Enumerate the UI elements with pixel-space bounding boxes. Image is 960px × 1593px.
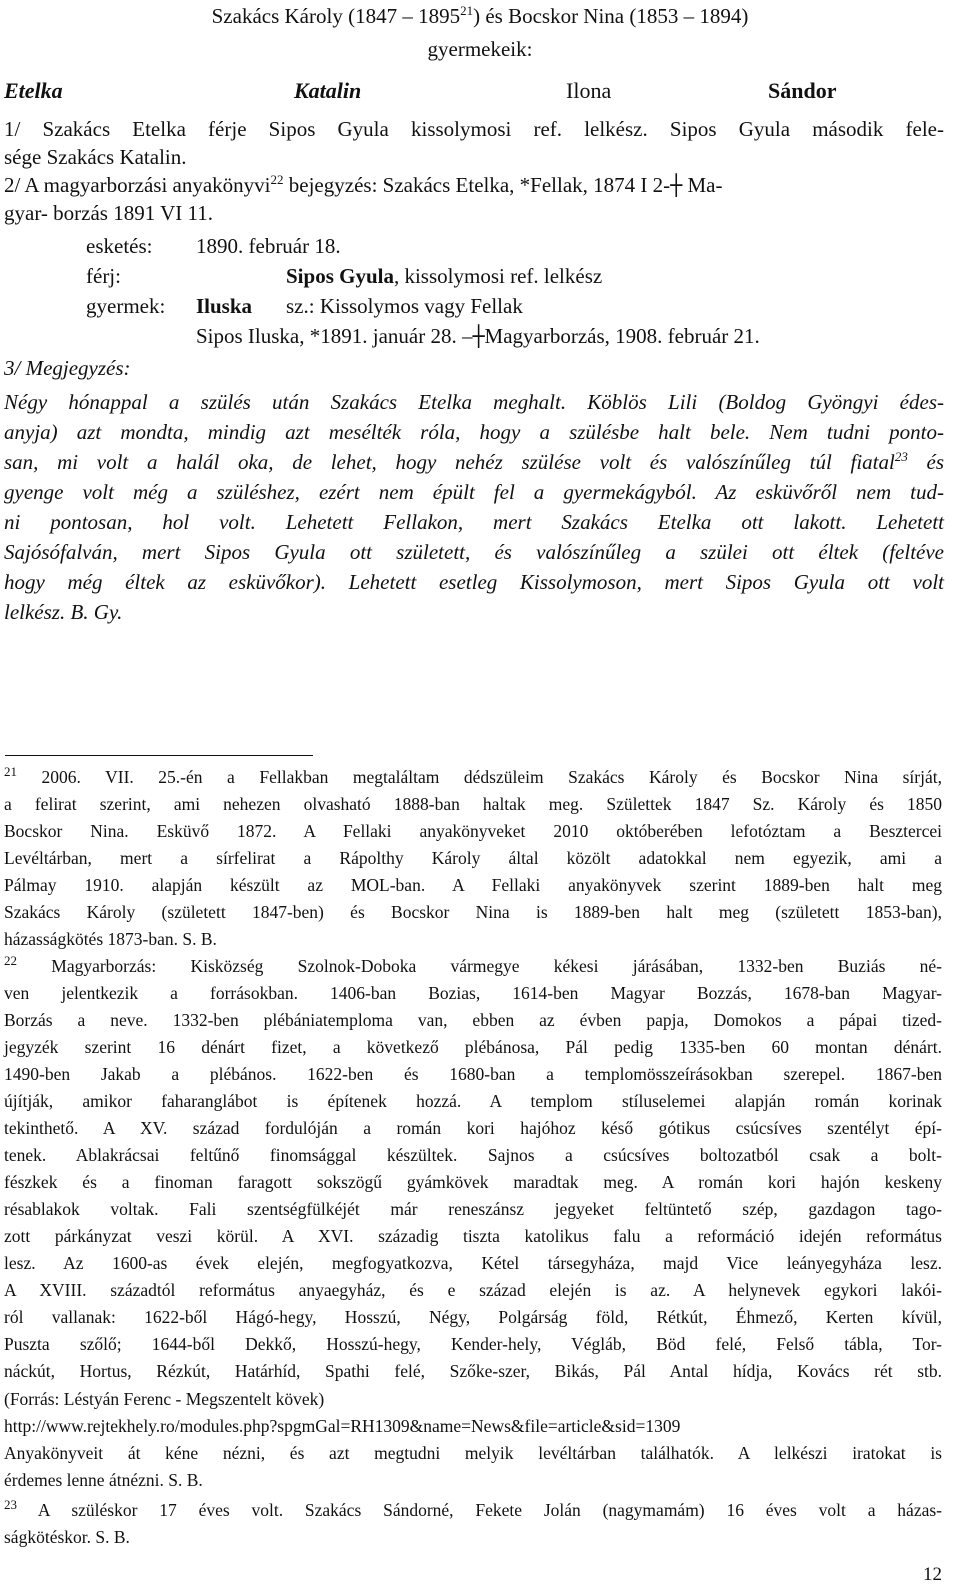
footnote-21-line bbox=[4, 764, 942, 792]
child-name: Sándor bbox=[768, 78, 837, 103]
footnote-22-line: fészkek és a finoman faragott sokszögű gyámkövek maradtak meg. A román kori hajón keskeny bbox=[4, 1172, 942, 1192]
footnote-22-line: Borzás a neve. 1332-ben plébániatemploma van, ebben az évben papja, Domokos a pápai tized- bbox=[4, 1010, 942, 1030]
footnote-22-line: A XVIII. századtól református anyaegyház, és e század elején is az. A helynevek egykori lakói- bbox=[4, 1280, 942, 1300]
children-list bbox=[0, 78, 960, 108]
note-1-line: 1/ Szakács Etelka férje Sipos Gyula kissolymosi ref. lelkész. Sipos Gyula második fele- bbox=[4, 117, 944, 141]
source-link[interactable]: http://www.rejtekhely.ro/modules.php?spgmGal=RH1309&name=News&file=article&sid=1309 bbox=[4, 1416, 681, 1436]
remark-line: gyenge volt még a szüléshez, ezért nem épült fel a gyermekágyból. Az esküvőről nem tud- bbox=[4, 480, 944, 504]
footnote-22-line: Anyakönyveit át kéne nézni, és azt megtudni melyik levéltárban találhatók. A lelkészi iratokat is bbox=[4, 1443, 942, 1463]
wedding-value: 1890. február 18. bbox=[196, 234, 341, 258]
remark-line bbox=[4, 448, 944, 476]
footnote-21-line: a felirat szerint, ami nehezen olvasható 1888-ban haltak meg. Születtek 1847 Sz. Károly és 1850 bbox=[4, 794, 942, 814]
page-title bbox=[0, 2, 960, 31]
child-label: gyermek: bbox=[86, 294, 166, 318]
note-2-line bbox=[4, 171, 954, 199]
child-name: Etelka bbox=[4, 78, 63, 103]
footnote-22-line: ven jelentkezik a forrásokban. 1406-ban Bozias, 1614-ben Magyar Bozzás, 1678-ban Magyar- bbox=[4, 983, 942, 1003]
footnote-22-line: tenek. Ablakrácsai feltűnő finomsággal készültek. Sajnos a csúcsíves boltozatból csak a bolt- bbox=[4, 1145, 942, 1165]
remark-line: Sajósófalván, mert Sipos Gyula ott született, és valószínűleg a szülei ott éltek (feltéve bbox=[4, 540, 944, 564]
footnote-22-line bbox=[4, 953, 942, 981]
page-number: 12 bbox=[923, 1564, 942, 1585]
footnote-21-line: házasságkötés 1873-ban. S. B. bbox=[4, 929, 217, 949]
remark-heading: 3/ Megjegyzés: bbox=[4, 356, 131, 380]
note-1-line: sége Szakács Katalin. bbox=[4, 145, 187, 169]
footnote-22-line: résablakok voltak. Fali szentségfülkéjét már reneszánsz jegyeket feltüntető szép, gazdagon tago- bbox=[4, 1199, 942, 1219]
footnote-23-line: ságkötéskor. S. B. bbox=[4, 1527, 130, 1547]
child-name: Ilona bbox=[566, 78, 612, 103]
footnote-22-line: tekinthető. A XV. század fordulóján a román kori hajóhoz késő gótikus csúcsíves szentélyt épí- bbox=[4, 1118, 942, 1138]
child-name: Katalin bbox=[294, 78, 362, 103]
remark-line: Négy hónappal a szülés után Szakács Etelka meghalt. Köblös Lili (Boldog Gyöngyi édes- bbox=[4, 390, 944, 414]
footnote-separator bbox=[5, 755, 313, 756]
husband-desc: , kissolymosi ref. lelkész bbox=[393, 264, 603, 288]
remark-line: hogy még éltek az esküvőkor). Lehetett esetleg Kissolymoson, mert Sipos Gyula ott volt bbox=[4, 570, 944, 594]
husband-name: Sipos Gyula bbox=[286, 264, 394, 288]
footnote-number: 23 bbox=[4, 1497, 17, 1513]
footnote-22-line: náckút, Hortus, Rézkút, Határhíd, Spathi felé, Szőke-szer, Bikás, Pál Antal hídja, Kovács rét stb. bbox=[4, 1361, 942, 1381]
footnote-22-line: 1490-ben Jakab a plébános. 1622-ben és 1680-ban a templomösszeírásokban szerepel. 1867-ben bbox=[4, 1064, 942, 1084]
footnote-number: 21 bbox=[4, 764, 17, 780]
footnote-22-line: ról vallanak: 1622-ből Hágó-hegy, Hosszú, Négy, Polgárság föld, Rétkút, Éhmező, Kerten kívül, bbox=[4, 1307, 942, 1327]
note-2-line: gyar- borzás 1891 VI 11. bbox=[4, 201, 213, 225]
husband-value bbox=[286, 262, 602, 290]
footnote-21-line: Szakács Károly (született 1847-ben) és Bocskor Nina is 1889-ben halt meg (született 1853-ban), bbox=[4, 902, 942, 922]
child-birth: Sipos Iluska, *1891. január 28. – bbox=[196, 324, 473, 348]
title-text: Szakács Károly (1847 – 1895 bbox=[211, 4, 461, 28]
footnote-number: 22 bbox=[4, 953, 17, 969]
footnote-text: Magyarborzás: Kisközség Szolnok-Doboka vármegye kékesi járásában, 1332-ben Buziás né- bbox=[17, 956, 942, 976]
footnote-22-source: (Forrás: Léstyán Ferenc - Megszentelt kövek) bbox=[4, 1389, 325, 1409]
footnote-ref-21[interactable]: 21 bbox=[460, 3, 474, 18]
remark-text: és bbox=[907, 450, 944, 474]
footnote-22-line: újítják, amikor faharanglábot is építenek hozzá. A templom stíluselemei alapján román korinak bbox=[4, 1091, 942, 1111]
footnote-22-line: jegyzék szerint 16 dénárt fizet, a következő plébánosa, Pál pedig 1335-ben 60 montan dénárt. bbox=[4, 1037, 942, 1057]
footnote-21-line: Bocskor Nina. Esküvő 1872. A Fellaki anyakönyveket 2010 októberében lefotóztam a Besztercei bbox=[4, 821, 942, 841]
footnote-22-line: Puszta szőlő; 1644-ből Dekkő, Hosszú-hegy, Kender-hely, Végláb, Böd felé, Felső tábla, Tor- bbox=[4, 1334, 942, 1354]
remark-line: anyja) azt mondta, mindig azt mesélték róla, hogy a szülésbe halt bele. Nem tudni ponto- bbox=[4, 420, 944, 444]
note-2-text: 2/ A magyarborzási anyakönyvi bbox=[4, 173, 271, 197]
death-cross-icon: ┼ bbox=[472, 324, 485, 348]
note-2-text: Ma- bbox=[682, 173, 723, 197]
child-death: Magyarborzás, 1908. február 21. bbox=[484, 324, 760, 348]
footnote-21-line: Levéltárban, mert a sírfelirat a Rápolthy Károly által közölt adatokkal nem egyezik, ami a bbox=[4, 848, 942, 868]
death-cross-icon: ┼ bbox=[670, 173, 683, 197]
footnote-22-line: zott párkányzat veszi körül. A XVI. századig tiszta katolikus falu a reformáció idején református bbox=[4, 1226, 942, 1246]
remark-line: ni pontosan, hol volt. Lehetett Fellakon, mert Szakács Etelka ott lakott. Lehetett bbox=[4, 510, 944, 534]
child-name-value: Iluska bbox=[196, 294, 253, 318]
footnote-23-line bbox=[4, 1497, 942, 1525]
wedding-label: esketés: bbox=[86, 234, 153, 258]
footnote-text: A szüléskor 17 éves volt. Szakács Sándorné, Fekete Jolán (nagymamám) 16 éves volt a házas- bbox=[17, 1500, 942, 1520]
note-2-text: bejegyzés: Szakács Etelka, *Fellak, 1874 I 2- bbox=[283, 173, 671, 197]
page-subtitle: gyermekeik: bbox=[427, 37, 533, 61]
footnote-21-line: Pálmay 1910. alapján készült az MOL-ban. A Fellaki anyakönyvek szerint 1889-ben halt meg bbox=[4, 875, 942, 895]
remark-text: san, mi volt a halál oka, de lehet, hogy nehéz szülése volt és valószínűleg túl fiatal bbox=[4, 450, 895, 474]
footnote-22-line: érdemes lenne átnézni. S. B. bbox=[4, 1470, 203, 1490]
footnote-ref-23[interactable]: 23 bbox=[894, 449, 908, 464]
husband-label: férj: bbox=[86, 264, 121, 288]
child-birthplace: sz.: Kissolymos vagy Fellak bbox=[286, 294, 523, 318]
footnote-text: 2006. VII. 25.-én a Fellakban megtaláltam dédszüleim Szakács Károly és Bocskor Nina sírját, bbox=[17, 767, 942, 787]
child-dates bbox=[196, 322, 760, 350]
remark-line: lelkész. B. Gy. bbox=[4, 600, 123, 624]
footnote-ref-22[interactable]: 22 bbox=[270, 172, 284, 187]
footnote-22-line: lesz. Az 1600-as évek elején, megfogyatkozva, Kétel társegyháza, majd Vice leányegyháza lesz. bbox=[4, 1253, 942, 1273]
title-text-2: ) és Bocskor Nina (1853 – 1894) bbox=[473, 4, 749, 28]
